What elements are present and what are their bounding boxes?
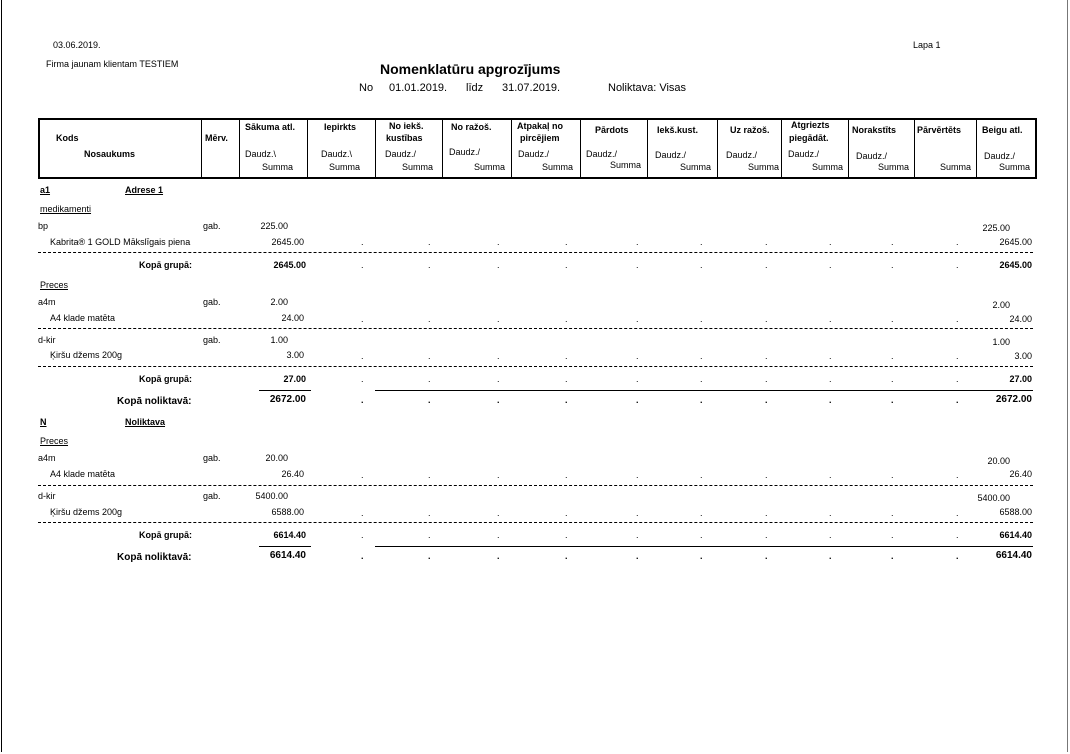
period-to-label: līdz [466, 82, 484, 94]
col-norak-title: Norakstīts [852, 125, 897, 135]
group-total-label: Kopā grupā: [139, 374, 192, 384]
col-noieks-sum: Summa [402, 162, 434, 172]
empty-cell-dot: . [765, 314, 768, 324]
empty-cell-dot: . [428, 508, 431, 518]
item-start-sum: 3.00 [286, 350, 304, 360]
total-rule [259, 390, 311, 391]
col-atpakal-title-2: pircējiem [520, 133, 560, 143]
empty-cell-dot: . [428, 314, 431, 324]
empty-cell-dot: . [497, 374, 500, 384]
empty-cell-dot: . [497, 508, 500, 518]
warehouse-name: Adrese 1 [125, 185, 164, 195]
col-noieks-qty: Daudz./ [385, 149, 417, 159]
item-end-qty: 20.00 [987, 456, 1010, 466]
empty-cell-dot: . [565, 260, 568, 270]
item-start-sum: 6588.00 [271, 507, 304, 517]
empty-cell-dot: . [361, 237, 364, 247]
empty-cell-dot: . [700, 508, 703, 518]
item-end-sum: 24.00 [1009, 314, 1032, 324]
col-iepirkts-title: Iepirkts [324, 122, 357, 132]
group-total-end: 2645.00 [999, 260, 1032, 270]
empty-cell-dot: . [829, 551, 832, 561]
item-end-qty: 1.00 [992, 337, 1010, 347]
col-nosaukums: Nosaukums [84, 149, 136, 159]
empty-cell-dot: . [497, 530, 500, 540]
col-sakuma-title: Sākuma atl. [245, 122, 296, 132]
total-rule [259, 546, 311, 547]
item-start-qty: 5400.00 [255, 491, 288, 501]
empty-cell-dot: . [700, 551, 703, 561]
empty-cell-dot: . [891, 260, 894, 270]
col-urazos-qty: Daudz./ [726, 150, 758, 160]
empty-cell-dot: . [497, 351, 500, 361]
empty-cell-dot: . [497, 260, 500, 270]
item-start-sum: 24.00 [281, 313, 304, 323]
empty-cell-dot: . [829, 374, 832, 384]
item-name: Kabrita® 1 GOLD Mākslīgais piena [50, 237, 191, 247]
empty-cell-dot: . [700, 530, 703, 540]
empty-cell-dot: . [765, 237, 768, 247]
col-ieks-qty: Daudz./ [655, 150, 687, 160]
empty-cell-dot: . [636, 351, 639, 361]
empty-cell-dot: . [636, 314, 639, 324]
col-iepirkts-qty: Daudz.\ [321, 149, 353, 159]
row-divider [38, 485, 1033, 486]
empty-cell-dot: . [829, 237, 832, 247]
empty-cell-dot: . [428, 470, 431, 480]
empty-cell-dot: . [891, 530, 894, 540]
page-number: Lapa 1 [913, 40, 941, 50]
item-unit: gab. [203, 453, 221, 463]
empty-cell-dot: . [765, 508, 768, 518]
empty-cell-dot: . [829, 314, 832, 324]
empty-cell-dot: . [428, 530, 431, 540]
empty-cell-dot: . [891, 395, 894, 405]
company-name: Firma jaunam klientam TESTIEM [46, 59, 179, 69]
warehouse-name: Noliktava [125, 417, 166, 427]
empty-cell-dot: . [700, 260, 703, 270]
col-noieks-title-2: kustības [386, 133, 423, 143]
item-start-qty: 1.00 [270, 335, 288, 345]
item-code: a4m [38, 297, 56, 307]
warehouse-total-label: Kopā noliktavā: [117, 552, 192, 563]
empty-cell-dot: . [765, 374, 768, 384]
row-divider [38, 366, 1033, 367]
empty-cell-dot: . [956, 395, 959, 405]
empty-cell-dot: . [361, 351, 364, 361]
warehouse-total-start: 6614.40 [269, 550, 306, 561]
item-unit: gab. [203, 221, 221, 231]
warehouse-code: N [40, 417, 47, 427]
empty-cell-dot: . [636, 395, 639, 405]
empty-cell-dot: . [765, 530, 768, 540]
col-urazos-sum: Summa [748, 162, 780, 172]
empty-cell-dot: . [891, 551, 894, 561]
row-divider [38, 522, 1033, 523]
col-atpakal-qty: Daudz./ [518, 149, 550, 159]
empty-cell-dot: . [956, 260, 959, 270]
item-end-qty: 225.00 [982, 223, 1010, 233]
col-pardots-title: Pārdots [595, 125, 629, 135]
period-from: 01.01.2019. [389, 82, 448, 94]
col-ieks-sum: Summa [680, 162, 712, 172]
group-total-label: Kopā grupā: [139, 260, 192, 270]
empty-cell-dot: . [700, 237, 703, 247]
warehouse-total-end: 6614.40 [995, 550, 1032, 561]
group-total-end: 27.00 [1009, 374, 1032, 384]
empty-cell-dot: . [829, 470, 832, 480]
row-divider [38, 328, 1033, 329]
item-start-sum: 2645.00 [271, 237, 304, 247]
empty-cell-dot: . [956, 530, 959, 540]
period-from-label: No [359, 82, 374, 94]
empty-cell-dot: . [565, 237, 568, 247]
empty-cell-dot: . [565, 374, 568, 384]
empty-cell-dot: . [956, 508, 959, 518]
empty-cell-dot: . [428, 351, 431, 361]
col-parv-sum: Summa [940, 162, 972, 172]
empty-cell-dot: . [636, 530, 639, 540]
empty-cell-dot: . [428, 395, 431, 405]
empty-cell-dot: . [891, 374, 894, 384]
col-atpakal-sum: Summa [542, 162, 574, 172]
item-name: Ķiršu džems 200g [50, 350, 123, 360]
period-to: 31.07.2019. [502, 82, 561, 94]
col-pardots-qty: Daudz./ [586, 149, 618, 159]
empty-cell-dot: . [565, 314, 568, 324]
group-total-start: 27.00 [283, 374, 306, 384]
empty-cell-dot: . [765, 351, 768, 361]
warehouse-code: a1 [40, 185, 51, 195]
empty-cell-dot: . [497, 314, 500, 324]
item-end-sum: 26.40 [1009, 469, 1032, 479]
item-start-sum: 26.40 [281, 469, 304, 479]
empty-cell-dot: . [361, 395, 364, 405]
empty-cell-dot: . [765, 470, 768, 480]
group-name: Preces [40, 436, 69, 446]
col-beigu-sum: Summa [999, 162, 1031, 172]
empty-cell-dot: . [829, 508, 832, 518]
col-merv: Mērv. [205, 133, 228, 143]
item-code: d-kir [38, 335, 56, 345]
empty-cell-dot: . [361, 470, 364, 480]
item-name: A4 klade matēta [50, 313, 116, 323]
empty-cell-dot: . [428, 237, 431, 247]
empty-cell-dot: . [565, 551, 568, 561]
col-parv-title: Pārvērtēts [917, 125, 962, 135]
col-atgr-qty: Daudz./ [788, 149, 820, 159]
empty-cell-dot: . [636, 260, 639, 270]
empty-cell-dot: . [956, 551, 959, 561]
empty-cell-dot: . [956, 374, 959, 384]
empty-cell-dot: . [565, 508, 568, 518]
empty-cell-dot: . [565, 395, 568, 405]
empty-cell-dot: . [891, 314, 894, 324]
group-total-start: 6614.40 [273, 530, 306, 540]
empty-cell-dot: . [565, 470, 568, 480]
empty-cell-dot: . [428, 374, 431, 384]
empty-cell-dot: . [361, 530, 364, 540]
empty-cell-dot: . [636, 508, 639, 518]
empty-cell-dot: . [956, 351, 959, 361]
empty-cell-dot: . [361, 374, 364, 384]
col-urazos-title: Uz ražoš. [730, 125, 770, 135]
group-total-label: Kopā grupā: [139, 530, 192, 540]
col-norak-sum: Summa [878, 162, 910, 172]
col-atgr-sum: Summa [812, 162, 844, 172]
total-rule [375, 546, 1033, 547]
col-norak-qty: Daudz./ [856, 151, 888, 161]
item-unit: gab. [203, 491, 221, 501]
col-atgr-title: Atgriezts [791, 120, 830, 130]
col-sakuma-sum: Summa [262, 162, 294, 172]
column-header-table [38, 118, 1037, 179]
empty-cell-dot: . [956, 470, 959, 480]
col-norazos-sum: Summa [474, 162, 506, 172]
empty-cell-dot: . [765, 551, 768, 561]
empty-cell-dot: . [891, 351, 894, 361]
group-name: medikamenti [40, 204, 92, 214]
group-total-end: 6614.40 [999, 530, 1032, 540]
empty-cell-dot: . [636, 237, 639, 247]
item-code: d-kir [38, 491, 56, 501]
empty-cell-dot: . [497, 395, 500, 405]
item-code: a4m [38, 453, 56, 463]
empty-cell-dot: . [636, 374, 639, 384]
empty-cell-dot: . [829, 395, 832, 405]
empty-cell-dot: . [956, 237, 959, 247]
report-title: Nomenklatūru apgrozījums [380, 61, 561, 77]
col-noieks-title: No iekš. [389, 121, 424, 131]
empty-cell-dot: . [829, 530, 832, 540]
item-name: Ķiršu džems 200g [50, 507, 123, 517]
item-unit: gab. [203, 297, 221, 307]
empty-cell-dot: . [361, 508, 364, 518]
col-kods: Kods [56, 133, 79, 143]
empty-cell-dot: . [497, 237, 500, 247]
empty-cell-dot: . [700, 395, 703, 405]
empty-cell-dot: . [497, 551, 500, 561]
empty-cell-dot: . [428, 260, 431, 270]
col-atgr-title-2: piegādāt. [789, 133, 829, 143]
col-sakuma-qty: Daudz.\ [245, 149, 277, 159]
item-unit: gab. [203, 335, 221, 345]
warehouse-filter: Noliktava: Visas [608, 82, 687, 94]
col-norazos-title: No ražoš. [451, 122, 492, 132]
empty-cell-dot: . [765, 395, 768, 405]
item-start-qty: 20.00 [265, 453, 288, 463]
empty-cell-dot: . [361, 551, 364, 561]
col-beigu-qty: Daudz./ [984, 151, 1016, 161]
report-date: 03.06.2019. [53, 40, 101, 50]
empty-cell-dot: . [428, 551, 431, 561]
empty-cell-dot: . [829, 351, 832, 361]
col-pardots-sum: Summa [610, 160, 642, 170]
empty-cell-dot: . [765, 260, 768, 270]
empty-cell-dot: . [829, 260, 832, 270]
empty-cell-dot: . [700, 314, 703, 324]
total-rule [375, 390, 1033, 391]
row-divider [38, 252, 1033, 253]
empty-cell-dot: . [891, 508, 894, 518]
warehouse-total-start: 2672.00 [269, 394, 306, 405]
col-atpakal-title: Atpakaļ no [517, 121, 564, 131]
empty-cell-dot: . [636, 551, 639, 561]
empty-cell-dot: . [361, 260, 364, 270]
empty-cell-dot: . [700, 351, 703, 361]
item-code: bp [38, 221, 49, 231]
empty-cell-dot: . [565, 530, 568, 540]
empty-cell-dot: . [636, 470, 639, 480]
item-end-sum: 3.00 [1014, 351, 1032, 361]
empty-cell-dot: . [700, 470, 703, 480]
empty-cell-dot: . [956, 314, 959, 324]
item-start-qty: 225.00 [260, 221, 288, 231]
item-end-sum: 2645.00 [999, 237, 1032, 247]
item-end-qty: 2.00 [992, 300, 1010, 310]
warehouse-total-end: 2672.00 [995, 394, 1032, 405]
empty-cell-dot: . [700, 374, 703, 384]
warehouse-total-label: Kopā noliktavā: [117, 396, 192, 407]
col-beigu-title: Beigu atl. [982, 125, 1023, 135]
col-norazos-qty: Daudz./ [449, 147, 481, 157]
item-name: A4 klade matēta [50, 469, 116, 479]
empty-cell-dot: . [361, 314, 364, 324]
item-end-qty: 5400.00 [977, 493, 1010, 503]
empty-cell-dot: . [497, 470, 500, 480]
item-start-qty: 2.00 [270, 297, 288, 307]
group-total-start: 2645.00 [273, 260, 306, 270]
empty-cell-dot: . [565, 351, 568, 361]
empty-cell-dot: . [891, 470, 894, 480]
item-end-sum: 6588.00 [999, 507, 1032, 517]
col-ieks-title: Iekš.kust. [657, 125, 699, 135]
col-iepirkts-sum: Summa [329, 162, 361, 172]
empty-cell-dot: . [891, 237, 894, 247]
group-name: Preces [40, 280, 69, 290]
